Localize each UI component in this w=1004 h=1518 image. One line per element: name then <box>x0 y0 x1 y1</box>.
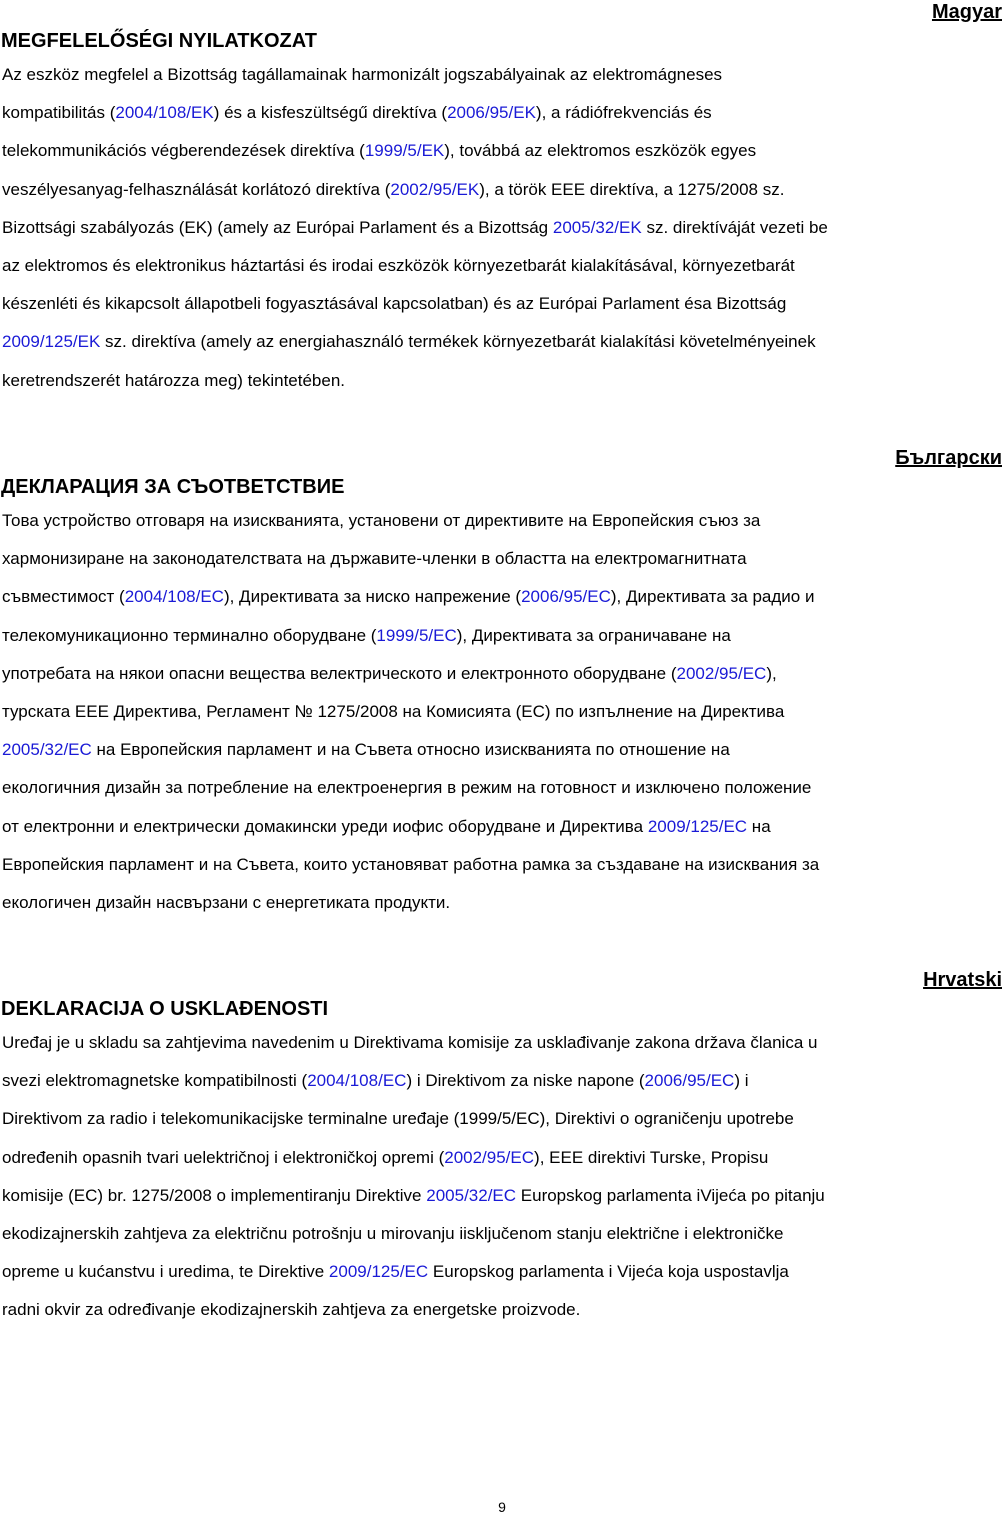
text-segment: ), a török EEE direktíva, a 1275/2008 sz. <box>479 179 785 199</box>
section-heading: DEKLARACIJA O USKLAĐENOSTI <box>1 998 329 1020</box>
section-heading: MEGFELELŐSÉGI NYILATKOZAT <box>1 30 317 52</box>
text-line <box>2 1139 1004 1177</box>
text-line <box>2 1177 1004 1215</box>
text-segment: keretrendszerét határozza meg) tekintetében. <box>2 370 346 390</box>
text-segment: Europskog parlamenta iVijeća po pitanju <box>516 1185 825 1205</box>
directive-reference: 1999/5/ЕС <box>376 625 457 645</box>
text-segment: Uređaj je u skladu sa zahtjevima navedenim u Direktivama komisije za usklađivanje zakona država članica u <box>2 1033 818 1052</box>
text-line <box>2 56 1004 94</box>
directive-reference: 2005/32/ЕС <box>2 740 92 760</box>
text-line <box>2 846 1004 884</box>
directive-reference: 2009/125/EC <box>328 1262 429 1282</box>
text-line <box>2 617 1004 655</box>
text-segment: на <box>747 816 771 836</box>
text-segment: телекомуникационно терминално оборудване ( <box>2 625 377 645</box>
text-line <box>2 655 1004 693</box>
text-segment: Direktivom za radio i telekomunikacijske terminalne uređaje (1999/5/EC), Direktivi o ograničenju upotrebe <box>2 1109 794 1129</box>
text-line <box>2 209 1004 247</box>
text-line <box>2 1024 1004 1062</box>
directive-reference: 2002/95/EC <box>444 1147 535 1167</box>
directive-reference: 2006/95/EC <box>644 1071 735 1091</box>
directive-reference: 2006/95/EK <box>447 103 536 123</box>
section-body <box>0 502 1004 922</box>
text-segment: употребата на някои опасни вещества велектрическото и електронното оборудване ( <box>2 663 677 683</box>
text-segment: ) i <box>734 1071 749 1091</box>
text-segment: az elektromos és elektronikus háztartási és irodai eszközök környezetbarát kialakításával, környezetbarát <box>2 256 795 276</box>
text-segment: kompatibilitás ( <box>2 103 116 123</box>
text-segment: турската EEE Директива, Регламент № 1275/2008 на Комисията (ЕС) по изпълнение на Директива <box>2 702 785 722</box>
text-line <box>2 94 1004 132</box>
directive-reference: 2002/95/ЕС <box>676 663 767 683</box>
directive-reference: 2009/125/EK <box>2 332 101 352</box>
text-segment: на Европейския парламент и на Съвета относно изискванията по отношение на <box>91 740 730 760</box>
text-segment: Europskog parlamenta i Vijeća koja uspostavlja <box>428 1262 789 1282</box>
text-segment: екологичния дизайн за потребление на електроенергия в режим на готовност и изключено положение <box>2 778 812 798</box>
text-segment: radni okvir za određivanje ekodizajnerskih zahtjeva za energetske proizvode. <box>2 1300 581 1320</box>
directive-reference: 2004/108/ЕС <box>124 587 224 607</box>
text-line <box>2 502 1004 540</box>
text-segment: ) i Direktivom za niske napone ( <box>406 1071 645 1091</box>
section-bulgarian <box>0 446 1004 922</box>
directive-reference: 2004/108/EC <box>307 1071 407 1091</box>
text-line <box>2 1291 1004 1329</box>
directive-reference: 2005/32/EC <box>426 1185 517 1205</box>
text-segment: komisije (EC) br. 1275/2008 o implementiranju Direktive <box>2 1185 427 1205</box>
text-line <box>2 884 1004 922</box>
text-line <box>2 1062 1004 1100</box>
text-segment: ), <box>766 663 777 683</box>
text-segment: sz. direktíva (amely az energiahasználó termékek környezetbarát kialakítási követelményeinek <box>100 332 816 352</box>
directive-reference: 2006/95/ЕС <box>521 587 611 607</box>
directive-reference: 2004/108/EK <box>115 103 214 123</box>
text-segment: készenléti és kikapcsolt állapotbeli fogyasztásával kapcsolatban) és az Európai Parlament ésa Bizottság <box>2 294 787 314</box>
text-segment: ), Директивата за ниско напрежение ( <box>223 587 522 607</box>
section-body <box>0 56 1004 400</box>
text-line <box>2 769 1004 807</box>
section-croatian <box>0 968 1004 1330</box>
section-body <box>0 1024 1004 1330</box>
text-segment: određenih opasnih tvari uelektričnoj i elektroničkoj opremi ( <box>2 1147 445 1167</box>
text-segment: Европейския парламент и на Съвета, които установяват работна рамка за създаване на изисквания за <box>2 854 820 874</box>
text-segment: ), a rádiófrekvenciás és <box>535 103 712 123</box>
text-segment: Bizottsági szabályozás (EK) (amely az Európai Parlament és a Bizottság <box>2 217 553 237</box>
text-line <box>2 247 1004 285</box>
text-line <box>2 1100 1004 1138</box>
text-segment: ), továbbá az elektromos eszközök egyes <box>444 141 757 161</box>
text-segment: veszélyesanyag-felhasználását korlátozó direktíva ( <box>2 179 391 199</box>
section-magyar <box>0 0 1004 400</box>
text-segment: ), Директивата за ограничаване на <box>456 625 731 645</box>
text-line <box>2 808 1004 846</box>
directive-reference: 2005/32/EK <box>552 217 642 237</box>
directive-reference: 2009/125/ЕС <box>647 816 748 836</box>
text-line <box>2 578 1004 616</box>
text-line <box>2 1253 1004 1291</box>
language-label: Magyar <box>931 1 1002 23</box>
directive-reference: 2002/95/EK <box>390 179 480 199</box>
text-segment: sz. direktíváját vezeti be <box>641 217 828 237</box>
text-segment: ), Директивата за радио и <box>610 587 815 607</box>
language-label: Hrvatski <box>923 969 1002 991</box>
text-segment: съвместимост ( <box>2 587 125 607</box>
text-line <box>2 540 1004 578</box>
text-segment: Това устройство отговаря на изискванията, установени от директивите на Европейския съюз за <box>2 511 761 530</box>
text-line <box>2 362 1004 400</box>
text-segment: екологичен дизайн насвързани с енергетиката продукти. <box>2 893 451 913</box>
text-segment: telekommunikációs végberendezések direktíva ( <box>2 141 365 161</box>
text-line <box>2 1215 1004 1253</box>
text-segment: opreme u kućanstvu i uredima, te Direktive <box>2 1262 329 1282</box>
text-line <box>2 323 1004 361</box>
text-segment: ), EEE direktivi Turske, Propisu <box>534 1147 769 1167</box>
directive-reference: 1999/5/EK <box>364 141 445 161</box>
text-segment: хармонизиране на законодателствата на държавите-членки в областта на електромагнитната <box>2 549 747 569</box>
text-segment: от електронни и електрически домакински уреди иофис оборудване и Директива <box>2 816 648 836</box>
text-line <box>2 731 1004 769</box>
language-label: Български <box>895 447 1002 469</box>
text-segment: ) és a kisfeszültségű direktíva ( <box>213 103 448 123</box>
text-segment: svezi elektromagnetske kompatibilnosti ( <box>2 1071 308 1091</box>
section-heading: ДЕКЛАРАЦИЯ ЗА СЪОТВЕТСТВИЕ <box>1 476 345 498</box>
text-segment: Az eszköz megfelel a Bizottság tagállamainak harmonizált jogszabályainak az elektromágneses <box>2 65 723 84</box>
text-line <box>2 693 1004 731</box>
text-line <box>2 132 1004 170</box>
text-segment: ekodizajnerskih zahtjeva za električnu potrošnju u mirovanju iisključenom stanju električne i elektroničke <box>2 1224 784 1244</box>
text-line <box>2 285 1004 323</box>
text-line <box>2 171 1004 209</box>
page-number: 9 <box>498 1499 506 1515</box>
